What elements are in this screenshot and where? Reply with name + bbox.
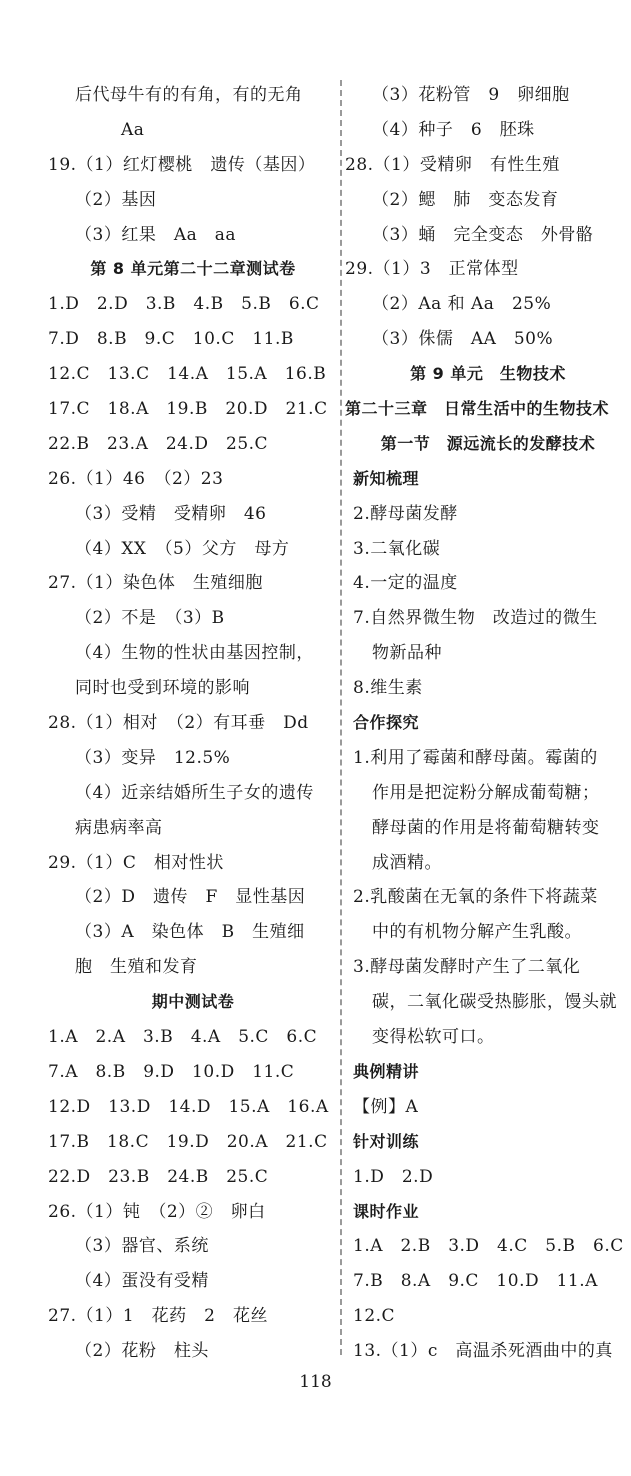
answer-line: 27.（1）1 花药 2 花丝 xyxy=(48,1306,268,1327)
right-column xyxy=(345,78,631,1369)
answer-line: 7.D 8.B 9.C 10.C 11.B xyxy=(48,329,294,350)
answer-line: 2.酵母菌发酵 xyxy=(353,503,458,524)
answer-line: 26.（1）46 （2）23 xyxy=(48,468,224,489)
answer-line: 作用是把淀粉分解成葡萄糖； xyxy=(372,782,600,803)
answer-line: 28.（1）受精卵 有性生殖 xyxy=(345,154,560,175)
answer-line: 3.酵母菌发酵时产生了二氧化 xyxy=(353,957,581,978)
answer-line: （2）鳃 肺 变态发育 xyxy=(372,189,559,210)
answer-line: 酵母菌的作用是将葡萄糖转变 xyxy=(372,817,600,838)
answer-line: （3）红果 Aa aa xyxy=(75,224,236,245)
answer-line: 同时也受到环境的影响 xyxy=(75,678,250,699)
subsection-heading: 合作探究 xyxy=(353,713,420,733)
answer-line: 2.乳酸菌在无氧的条件下将蔬菜 xyxy=(353,887,598,908)
answer-line: 【例】A xyxy=(353,1096,419,1117)
answer-line: 物新品种 xyxy=(372,643,442,664)
answer-line: （2）D 遗传 F 显性基因 xyxy=(75,887,306,908)
answer-line: 8.维生素 xyxy=(353,678,423,699)
answer-line: （3）A 染色体 B 生殖细 xyxy=(75,922,305,943)
answer-line: 12.C xyxy=(353,1306,396,1327)
answer-line: 19.（1）红灯樱桃 遗传（基因） xyxy=(48,154,316,175)
answer-line: 胞 生殖和发育 xyxy=(75,957,198,978)
answer-line: （4）XX （5）父方 母方 xyxy=(75,538,290,559)
answer-line: （3）花粉管 9 卵细胞 xyxy=(372,85,570,105)
section-heading: 第 8 单元第二十二章测试卷 xyxy=(90,259,296,279)
answer-line: （3）蛹 完全变态 外骨骼 xyxy=(372,224,594,245)
subsection-heading: 典例精讲 xyxy=(353,1061,420,1081)
subsection-heading: 针对训练 xyxy=(353,1131,420,1151)
answer-line: 26.（1）钝 （2）② 卵白 xyxy=(48,1201,266,1222)
answer-line: （4）种子 6 胚珠 xyxy=(372,119,535,140)
answer-line: 7.B 8.A 9.C 10.D 11.A xyxy=(353,1271,598,1292)
answer-line: 4.一定的温度 xyxy=(353,573,458,594)
answer-line: 22.D 23.B 24.B 25.C xyxy=(48,1166,269,1187)
answer-line: 成酒精。 xyxy=(372,852,442,873)
answer-line: （4）近亲结婚所生子女的遗传 xyxy=(75,782,314,803)
subsection-heading: 新知梳理 xyxy=(353,468,420,488)
answer-line: （3）受精 受精卵 46 xyxy=(75,503,267,524)
answer-line: （3）侏儒 AA 50% xyxy=(372,329,554,350)
answer-line: 29.（1）3 正常体型 xyxy=(345,259,519,280)
subsection-heading: 课时作业 xyxy=(353,1201,420,1221)
left-column xyxy=(48,78,338,1369)
answer-line: Aa xyxy=(121,119,145,140)
answer-line: 碳，二氧化碳受热膨胀，馒头就 xyxy=(372,992,617,1013)
answer-line: 1.A 2.A 3.B 4.A 5.C 6.C xyxy=(48,1027,318,1048)
answer-line: （3）器官、系统 xyxy=(75,1236,209,1257)
answer-line: 12.D 13.D 14.D 15.A 16.A xyxy=(48,1096,329,1117)
answer-line: 后代母牛有的有角，有的无角 xyxy=(75,85,303,105)
answer-line: 1.A 2.B 3.D 4.C 5.B 6.C xyxy=(353,1236,624,1257)
answer-line: 1.利用了霉菌和酵母菌。霉菌的 xyxy=(353,747,598,768)
answer-line: 7.A 8.B 9.D 10.D 11.C xyxy=(48,1061,295,1082)
answer-line: （2）花粉 柱头 xyxy=(75,1341,209,1362)
answer-line: 病患病率高 xyxy=(75,817,163,838)
answer-line: 变得松软可口。 xyxy=(372,1027,495,1048)
unit-heading: 第 9 单元 生物技术 xyxy=(410,364,566,384)
answer-line: （2）Aa 和 Aa 25% xyxy=(372,294,552,315)
answer-line: （4）蛋没有受精 xyxy=(75,1271,209,1292)
answer-line: （4）生物的性状由基因控制， xyxy=(75,643,314,664)
answer-line: 28.（1）相对 （2）有耳垂 Dd xyxy=(48,713,309,734)
section-heading: 第一节 源远流长的发酵技术 xyxy=(380,433,596,453)
answer-line: 12.C 13.C 14.A 15.A 16.B xyxy=(48,364,327,385)
answer-line: 17.B 18.C 19.D 20.A 21.C xyxy=(48,1131,328,1152)
chapter-heading: 第二十三章 日常生活中的生物技术 xyxy=(345,399,610,419)
answer-line: 3.二氧化碳 xyxy=(353,538,441,559)
answer-line: 13.（1）c 高温杀死酒曲中的真 xyxy=(353,1341,613,1362)
answer-line: （2）不是 （3）B xyxy=(75,608,225,629)
answer-line: （2）基因 xyxy=(75,189,157,210)
answer-line: （3）变异 12.5% xyxy=(75,747,231,768)
section-heading: 期中测试卷 xyxy=(151,992,235,1012)
answer-line: 中的有机物分解产生乳酸。 xyxy=(372,922,582,943)
answer-line: 22.B 23.A 24.D 25.C xyxy=(48,433,269,454)
page-number: 118 xyxy=(299,1372,332,1392)
answer-line: 27.（1）染色体 生殖细胞 xyxy=(48,573,263,594)
answer-line: 17.C 18.A 19.B 20.D 21.C xyxy=(48,399,328,420)
answer-line: 7.自然界微生物 改造过的微生 xyxy=(353,608,598,629)
column-divider xyxy=(340,80,342,1355)
answer-line: 1.D 2.D 3.B 4.B 5.B 6.C xyxy=(48,294,320,315)
answer-line: 29.（1）C 相对性状 xyxy=(48,852,224,873)
answer-line: 1.D 2.D xyxy=(353,1166,434,1187)
